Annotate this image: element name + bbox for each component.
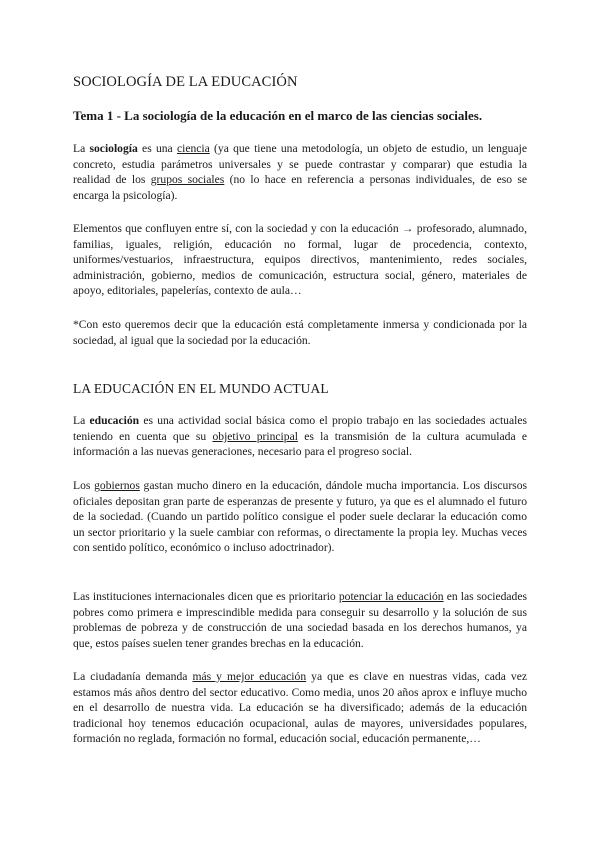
- paragraph-nota: *Con esto queremos decir que la educación está completamente inmersa y condicionada por la sociedad, al igual que la sociedad por la educación.: [73, 318, 527, 347]
- bold-term-educacion: educación: [89, 414, 140, 427]
- text-run: La: [73, 414, 90, 427]
- paragraph-educacion: [73, 413, 527, 460]
- text-run: ya que es clave en nuestras vidas, cada vez estamos más años dentro del sector educativo. Como media, unos 20 años aprox e influye mucho en el desarrollo de nuestra vida. La educación se ha diversificado; además de la educación tradicional hoy tenemos educación ocupacional, aulas de mayores, universidades populares, formación no reglada, formación no formal, educación social, educación permanente,…: [73, 670, 528, 746]
- text-run: Las instituciones internacionales dicen que es prioritario: [73, 590, 339, 603]
- paragraph-instituciones: [73, 589, 527, 651]
- underlined-term-ciencia: ciencia: [176, 142, 210, 155]
- underlined-term-grupos-sociales: grupos sociales: [150, 173, 225, 187]
- text-run: es una actividad social básica como el propio trabajo en las sociedades actuales teniendo en cuenta que su: [73, 414, 527, 443]
- topic-heading: Tema 1 - La sociología de la educación en el marco de las ciencias sociales.: [73, 108, 483, 123]
- page-title: SOCIOLOGÍA DE LA EDUCACIÓN: [73, 74, 298, 90]
- text-run: La: [73, 142, 90, 155]
- text-run: La ciudadanía demanda: [73, 670, 193, 683]
- text-run: Los: [73, 479, 95, 492]
- bold-term-sociologia: sociología: [89, 142, 138, 155]
- text-run: es una: [137, 142, 177, 155]
- paragraph-elementos: Elementos que confluyen entre sí, con la sociedad y con la educación → profesorado, alumnado, familias, iguales, religión, educación no formal, lugar de procedencia, contexto, uniformes/vestuarios, infraestructura, equipos directivos, mantenimiento, redes sociales, administración, gobierno, medios de comunicación, estructura social, género, materiales de apoyo, editoriales, papelerías, contexto de aula…: [73, 222, 527, 298]
- paragraph-gobiernos: [73, 478, 527, 556]
- paragraph-ciudadania: [73, 669, 527, 747]
- text-run: (ya que tiene una metodología, un objeto de estudio, un lenguaje concreto, estudia parámetros universales y se puede contrastar y comparar) que estudia la realidad de los: [73, 142, 527, 187]
- text-run: (no lo hace en referencia a personas individuales, de eso se encarga la psicología).: [73, 173, 527, 202]
- underlined-term-potenciar-educacion: potenciar la educación: [338, 590, 444, 603]
- underlined-term-mas-mejor-educacion: más y mejor educación: [192, 670, 307, 683]
- text-run: es la transmisión de la cultura acumulada e información a las nuevas generaciones, necesario para el progreso social.: [73, 429, 527, 459]
- text-run: en las sociedades pobres como primera e imprescindible medida para conseguir su desarrollo y la solución de sus problemas de pobreza y de construcción de una sociedad basada en los derechos humanos, ya que, estos países suelen tener grandes brechas en la educación.: [73, 590, 527, 650]
- text-run: gastan mucho dinero en la educación, dándole mucha importancia. Los discursos oficiales depositan gran parte de esperanzas de presente y futuro, ya que es el alumnado el futuro de la sociedad. (Cuando un partido político consigue el poder suele declarar la educación como un sector prioritario y la suele cambiar con reformas, o directamente la propia ley. Muchas veces con sentido político, económico o incluso adoctrinador).: [73, 479, 528, 555]
- underlined-term-objetivo-principal: objetivo principal: [212, 429, 298, 443]
- section-heading: LA EDUCACIÓN EN EL MUNDO ACTUAL: [73, 381, 329, 396]
- paragraph-sociologia: [73, 141, 527, 203]
- underlined-term-gobiernos: gobiernos: [94, 479, 140, 492]
